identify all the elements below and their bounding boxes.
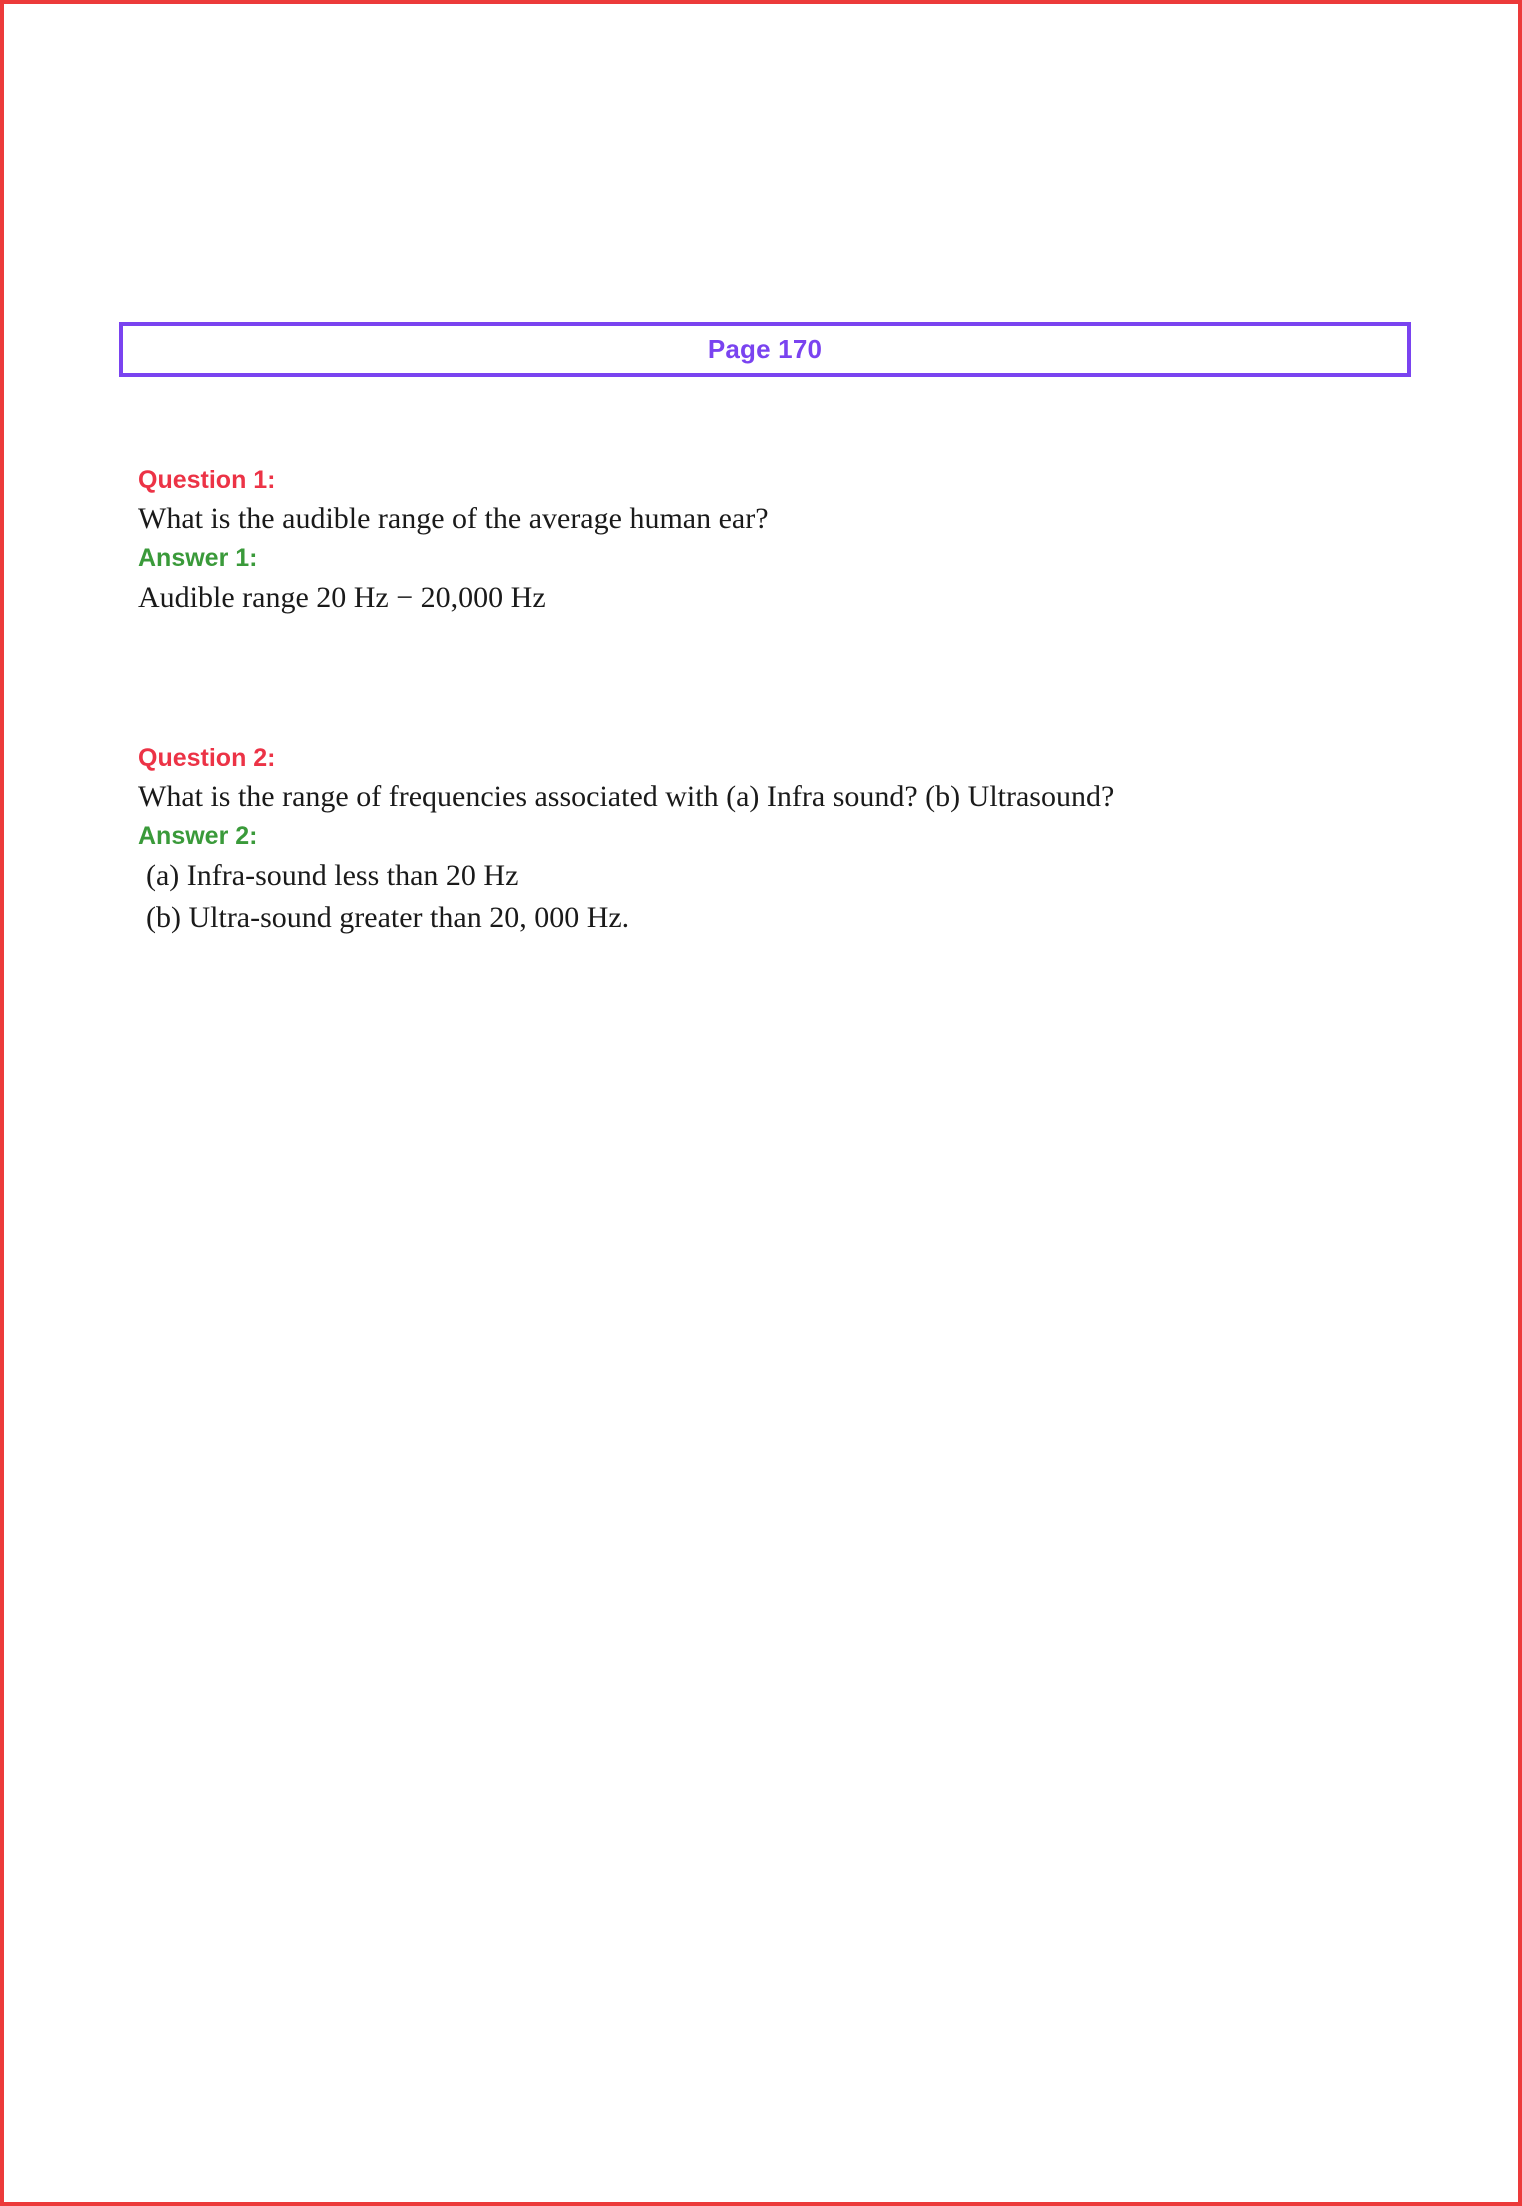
qa-content bbox=[138, 461, 1398, 939]
qa-block-1 bbox=[138, 461, 1398, 619]
answer-line: Audible range 20 Hz − 20,000 Hz bbox=[138, 581, 546, 614]
qa-block-2 bbox=[138, 739, 1398, 939]
answer-text bbox=[138, 577, 1398, 619]
page-number-banner bbox=[119, 322, 1411, 377]
question-heading: Question 2: bbox=[138, 744, 276, 772]
answer-line: (a) Infra-sound less than 20 Hz bbox=[146, 859, 519, 892]
answer-heading: Answer 1: bbox=[138, 544, 258, 572]
answer-text bbox=[138, 855, 1398, 939]
question-heading: Question 1: bbox=[138, 466, 276, 494]
question-text: What is the range of frequencies associated with (a) Infra sound? (b) Ultrasound? bbox=[138, 780, 1115, 813]
page-number-label: Page 170 bbox=[707, 334, 823, 364]
answer-line: (b) Ultra-sound greater than 20, 000 Hz. bbox=[146, 901, 630, 934]
answer-heading: Answer 2: bbox=[138, 822, 258, 850]
question-text: What is the audible range of the average human ear? bbox=[138, 502, 769, 535]
